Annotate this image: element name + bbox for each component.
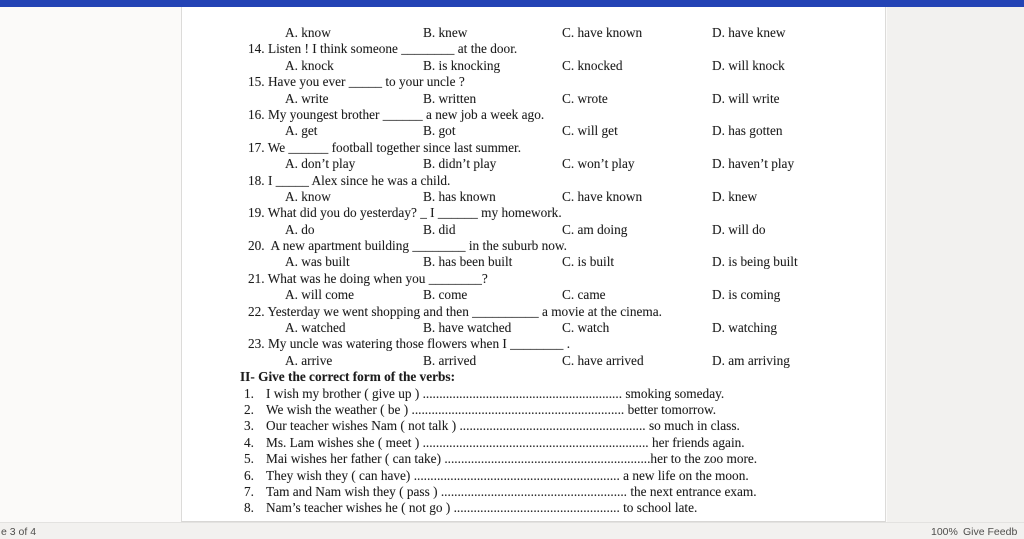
option-c: C. watch xyxy=(562,320,610,336)
page-indicator[interactable]: e 3 of 4 xyxy=(1,526,37,538)
question-line-19: 19. What did you do yesterday? _ I ______ my homework. xyxy=(248,205,562,221)
option-c: C. will get xyxy=(562,123,618,139)
option-a: A. know xyxy=(285,25,331,40)
option-c: C. have arrived xyxy=(562,352,644,368)
option-a: A. get xyxy=(285,123,318,139)
option-c: C. came xyxy=(562,287,606,303)
exercise-item-5 xyxy=(182,451,885,467)
option-d: D. is coming xyxy=(712,287,781,303)
option-a: A. knock xyxy=(285,57,334,73)
option-b: B. knew xyxy=(423,25,468,40)
item-text: Our teacher wishes Nam ( not talk ) ........................................................ so much in class. xyxy=(266,418,740,434)
exercise-item-8 xyxy=(182,500,885,516)
options-row-q13 xyxy=(182,25,885,41)
item-text: They wish they ( can have) .............................................................. a new life on the moon. xyxy=(266,467,749,483)
item-text: Ms. Lam wishes she ( meet ) .................................................................... her friends again. xyxy=(266,434,745,450)
item-text: I wish my brother ( give up ) ............................................................ smoking someday. xyxy=(266,385,725,401)
item-text: We wish the weather ( be ) ................................................................ better tomorrow. xyxy=(266,401,717,417)
item-number: 2. xyxy=(244,401,254,417)
option-b: B. did xyxy=(423,221,456,237)
option-c: C. am doing xyxy=(562,221,628,237)
item-text: Tam and Nam wish they ( pass ) ........................................................ the next entrance exam. xyxy=(266,483,757,499)
option-d: D. will do xyxy=(712,221,766,237)
question-line-17: 17. We ______ football together since last summer. xyxy=(248,139,522,155)
option-d: D. have knew xyxy=(712,25,786,40)
question-line-15: 15. Have you ever _____ to your uncle ? xyxy=(248,74,465,90)
option-a: A. watched xyxy=(285,320,346,336)
options-row-q18 xyxy=(182,189,885,205)
item-text: Nam’s teacher wishes he ( not go ) .................................................. to school late. xyxy=(266,500,698,516)
options-row-q20 xyxy=(182,254,885,270)
item-number: 1. xyxy=(244,385,254,401)
options-row-q16 xyxy=(182,123,885,139)
option-b: B. has known xyxy=(423,188,496,204)
item-number: 3. xyxy=(244,418,254,434)
option-c: C. knocked xyxy=(562,57,623,73)
options-row-q22 xyxy=(182,320,885,336)
feedback-button[interactable]: Give Feedb xyxy=(963,526,1018,538)
exercise-item-7 xyxy=(182,484,885,500)
options-row-q21 xyxy=(182,287,885,303)
item-number: 6. xyxy=(244,467,254,483)
exercise-item-6 xyxy=(182,468,885,484)
option-b: B. didn’t play xyxy=(423,156,497,172)
app-background-right-margin xyxy=(887,0,1024,522)
question-line-20: 20. A new apartment building ________ in the suburb now. xyxy=(248,238,567,254)
item-text: Mai wishes her father ( can take) ..............................................................her to the zoo more. xyxy=(266,451,758,467)
option-d: D. will knock xyxy=(712,57,785,73)
zoom-level[interactable]: 100% xyxy=(931,526,958,538)
item-number: 5. xyxy=(244,451,254,467)
option-d: D. watching xyxy=(712,320,777,336)
section-heading: II- Give the correct form of the verbs: xyxy=(240,369,456,385)
question-line-18: 18. I _____ Alex since he was a child. xyxy=(248,172,451,188)
option-c: C. is built xyxy=(562,254,615,270)
exercise-item-2 xyxy=(182,402,885,418)
exercise-item-4 xyxy=(182,435,885,451)
option-d: D. knew xyxy=(712,188,758,204)
option-d: D. is being built xyxy=(712,254,798,270)
option-a: A. know xyxy=(285,188,331,204)
option-c: C. wrote xyxy=(562,90,608,106)
option-c: C. won’t play xyxy=(562,156,635,172)
option-c: C. have known xyxy=(562,188,643,204)
options-row-q15 xyxy=(182,91,885,107)
top-accent-bar xyxy=(0,0,1024,7)
item-number: 8. xyxy=(244,500,254,516)
options-row-q17 xyxy=(182,156,885,172)
option-b: B. arrived xyxy=(423,352,477,368)
option-d: D. has gotten xyxy=(712,123,783,139)
options-row-q19 xyxy=(182,222,885,238)
option-a: A. was built xyxy=(285,254,350,270)
option-a: A. will come xyxy=(285,287,355,303)
item-number: 4. xyxy=(244,434,254,450)
question-line-21: 21. What was he doing when you ________? xyxy=(248,270,488,286)
option-a: A. arrive xyxy=(285,352,333,368)
option-b: B. written xyxy=(423,90,477,106)
option-b: B. have watched xyxy=(423,320,512,336)
option-a: A. write xyxy=(285,90,329,106)
option-b: B. is knocking xyxy=(423,57,501,73)
option-a: A. do xyxy=(285,221,315,237)
option-c: C. have known xyxy=(562,25,643,40)
question-line-16: 16. My youngest brother ______ a new job a week ago. xyxy=(248,106,545,122)
question-line-14: 14. Listen ! I think someone ________ at the door. xyxy=(248,41,518,57)
exercise-item-3 xyxy=(182,418,885,434)
option-d: D. am arriving xyxy=(712,352,790,368)
option-b: B. has been built xyxy=(423,254,513,270)
document-page[interactable] xyxy=(181,0,886,522)
exercise-item-1 xyxy=(182,386,885,402)
status-bar xyxy=(0,522,1024,539)
item-number: 7. xyxy=(244,483,254,499)
option-d: D. will write xyxy=(712,90,780,106)
option-a: A. don’t play xyxy=(285,156,356,172)
question-line-23: 23. My uncle was watering those flowers when I ________ . xyxy=(248,336,571,352)
options-row-q23 xyxy=(182,353,885,369)
option-b: B. got xyxy=(423,123,456,139)
option-b: B. come xyxy=(423,287,468,303)
options-row-q14 xyxy=(182,58,885,74)
option-d: D. haven’t play xyxy=(712,156,795,172)
question-line-22: 22. Yesterday we went shopping and then __________ a movie at the cinema. xyxy=(248,303,662,319)
